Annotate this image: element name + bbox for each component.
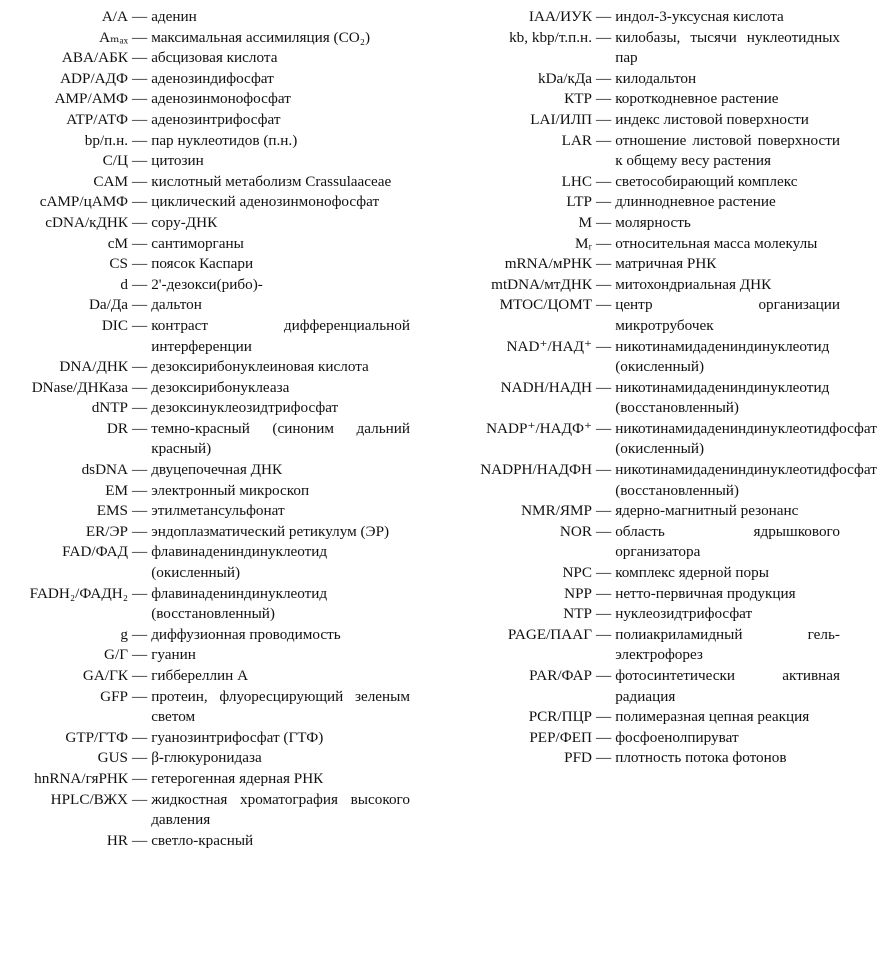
abbreviation-term: AMP/АМФ [54, 90, 128, 108]
separator-dash: — [596, 110, 612, 128]
abbreviation-definition: никотинамидадениндинуклеотидфосфат (окисленный) [615, 419, 877, 458]
separator-dash: — [132, 584, 148, 602]
separator-dash: — [596, 69, 612, 87]
abbreviation-entry [0, 275, 410, 296]
abbreviation-entry [428, 7, 840, 28]
separator-dash: — [132, 687, 148, 705]
abbreviation-entry [0, 28, 410, 49]
abbreviation-definition: контраст дифференциальной интерференции [151, 316, 410, 355]
abbreviation-definition: аденозинмонофосфат [151, 90, 291, 108]
separator-dash: — [132, 646, 148, 664]
separator-dash: — [596, 667, 612, 684]
abbreviation-definition: аденозинтрифосфат [151, 110, 281, 128]
abbreviation-term: IAA/ИУК [528, 8, 592, 25]
abbreviation-entry [0, 501, 410, 522]
abbreviation-definition: цитозин [151, 152, 204, 170]
abbreviation-entry [0, 687, 410, 728]
abbreviation-definition: нуклеозидтрифосфат [615, 605, 753, 623]
separator-dash: — [596, 213, 612, 231]
abbreviation-term: hnRNA/гяРНК [34, 769, 128, 787]
abbreviation-term: NADPH/НАДФН [480, 461, 592, 479]
abbreviation-definition: эндоплазматический ретикулум (ЭР) [151, 522, 390, 540]
abbreviation-entry [0, 831, 410, 852]
separator-dash: — [132, 543, 148, 561]
abbreviation-entry [0, 213, 410, 234]
abbreviation-term: HR [106, 831, 128, 849]
abbreviation-definition: флавинадениндинуклеотид (восстановленный) [151, 584, 328, 623]
abbreviation-definition: абсцизовая кислота [151, 49, 278, 67]
abbreviation-entry [428, 131, 840, 172]
abbreviation-term: Mᵣ [575, 234, 592, 252]
abbreviation-entry [428, 707, 840, 728]
abbreviation-term: mRNA/мРНК [504, 255, 592, 273]
abbreviation-term: Da/Да [88, 296, 128, 314]
abbreviation-entry [0, 295, 410, 316]
separator-dash: — [596, 419, 612, 437]
separator-dash: — [132, 193, 148, 211]
separator-dash: — [596, 337, 612, 355]
abbreviation-entry [428, 460, 877, 501]
abbreviation-definition: темно-красный (синоним дальний красный) [151, 419, 410, 458]
separator-dash: — [596, 172, 612, 190]
separator-dash: — [132, 378, 148, 396]
abbreviation-term: FADH₂/ФАДН₂ [29, 584, 128, 602]
abbreviation-definition: гуанозинтрифосфат (ГТФ) [151, 728, 324, 746]
abbreviation-definition: фотосинтетически активная радиация [615, 667, 840, 705]
abbreviation-definition: электронный микроскоп [151, 481, 310, 499]
separator-dash: — [132, 461, 148, 479]
separator-dash: — [132, 8, 148, 25]
abbreviation-entry [428, 172, 840, 193]
separator-dash: — [596, 564, 612, 582]
abbreviation-definition: β-глюкуронидаза [151, 749, 262, 767]
abbreviation-term: dsDNA [81, 461, 128, 479]
abbreviation-entry [0, 398, 410, 419]
abbreviation-entry [0, 542, 410, 583]
abbreviation-entry [0, 481, 410, 502]
abbreviation-definition: светособирающий комплекс [615, 172, 798, 190]
abbreviation-definition: copy-ДНК [151, 213, 218, 231]
abbreviation-definition: молярность [615, 213, 691, 231]
abbreviation-term: cDNA/кДНК [45, 213, 128, 231]
abbreviation-definition: отношение листовой поверхности к общему весу растения [615, 131, 840, 170]
separator-dash: — [596, 28, 612, 46]
abbreviation-definition: пар нуклеотидов (п.н.) [151, 131, 298, 149]
abbreviation-entry [0, 131, 410, 152]
separator-dash: — [596, 749, 612, 767]
abbreviation-definition: длиннодневное растение [615, 193, 776, 211]
separator-dash: — [132, 358, 148, 376]
abbreviation-term: ABA/АБК [61, 49, 128, 67]
abbreviation-definition: килобазы, тысячи нуклеотидных пар [615, 28, 840, 67]
separator-dash: — [132, 255, 148, 273]
abbreviation-entry [428, 666, 840, 707]
abbreviations-left-column [0, 7, 410, 851]
abbreviation-term: DIC [101, 316, 128, 334]
abbreviation-entry [428, 728, 840, 749]
abbreviation-definition: аденин [151, 8, 197, 25]
abbreviation-term: GA/ГК [82, 667, 128, 684]
separator-dash: — [132, 769, 148, 787]
abbreviation-entry [0, 460, 410, 481]
abbreviation-entry [0, 522, 410, 543]
abbreviation-definition: комплекс ядерной поры [615, 564, 769, 582]
abbreviation-entry [428, 234, 840, 255]
separator-dash: — [596, 625, 612, 643]
abbreviation-definition: дезоксинуклеозидтрифосфат [151, 399, 339, 417]
separator-dash: — [132, 131, 148, 149]
abbreviation-definition: центр организации микротрубочек [615, 296, 840, 334]
abbreviation-definition: фосфоенолпируват [615, 728, 739, 746]
separator-dash: — [132, 831, 148, 849]
abbreviation-definition: нетто-первичная продукция [615, 584, 796, 602]
abbreviation-definition: дальтон [151, 296, 202, 314]
abbreviation-entry [428, 295, 840, 336]
abbreviation-term: NPP [564, 584, 592, 602]
abbreviation-term: LHC [561, 172, 592, 190]
abbreviation-entry [428, 28, 840, 69]
separator-dash: — [596, 234, 612, 252]
abbreviation-definition: митохондриальная ДНК [615, 275, 772, 293]
abbreviation-term: DNase/ДНКаза [31, 378, 128, 396]
separator-dash: — [132, 172, 148, 190]
separator-dash: — [596, 131, 612, 149]
separator-dash: — [596, 8, 612, 25]
abbreviation-entry [428, 110, 840, 131]
abbreviation-term: Aₘₐₓ [99, 28, 128, 46]
separator-dash: — [596, 584, 612, 602]
abbreviation-term: LTP [566, 193, 592, 211]
abbreviation-entry [0, 625, 410, 646]
abbreviation-definition: никотинамидадениндинуклеотидфосфат (восстановленный) [615, 461, 877, 499]
abbreviation-term: ER/ЭР [85, 522, 128, 540]
abbreviation-definition: гиббереллин А [151, 667, 249, 684]
abbreviation-entry [0, 748, 410, 769]
abbreviation-entry [0, 378, 410, 399]
abbreviation-entry [428, 522, 840, 563]
abbreviation-entry [428, 501, 840, 522]
abbreviation-definition: гуанин [151, 646, 196, 664]
separator-dash: — [132, 275, 148, 293]
abbreviation-term: DR [106, 419, 128, 437]
abbreviation-definition: максимальная ассимиляция (CO₂) [151, 28, 371, 46]
abbreviation-term: d [120, 275, 128, 293]
abbreviation-definition: дезоксирибонуклеиновая кислота [151, 358, 369, 376]
separator-dash: — [596, 708, 612, 726]
abbreviation-definition: полиакриламидный гель-электрофорез [615, 625, 840, 664]
abbreviation-entry [428, 213, 840, 234]
abbreviation-term: EMS [96, 502, 128, 520]
abbreviation-entry [0, 254, 410, 275]
abbreviation-definition: индекс листовой поверхности [615, 110, 809, 128]
abbreviation-definition: поясок Каспари [151, 255, 254, 273]
abbreviation-term: NTP [563, 605, 592, 623]
separator-dash: — [132, 399, 148, 417]
separator-dash: — [132, 625, 148, 643]
abbreviation-entry [0, 645, 410, 666]
abbreviation-term: NMR/ЯМР [521, 502, 592, 520]
abbreviation-term: PCR/ПЦР [528, 708, 592, 726]
abbreviation-entry [0, 728, 410, 749]
abbreviation-entry [0, 584, 410, 625]
abbreviation-term: bp/п.н. [84, 131, 128, 149]
abbreviation-entry [428, 584, 840, 605]
separator-dash: — [132, 522, 148, 540]
abbreviation-term: kDa/кДа [537, 69, 592, 87]
abbreviation-definition: относительная масса молекулы [615, 234, 818, 252]
abbreviation-term: kb, kbp/т.п.н. [509, 28, 592, 46]
separator-dash: — [132, 419, 148, 437]
abbreviation-term: NADH/НАДН [500, 378, 592, 396]
abbreviation-term: NOR [559, 522, 592, 540]
abbreviation-term: DNA/ДНК [59, 358, 128, 376]
separator-dash: — [596, 502, 612, 520]
abbreviation-entry [428, 625, 840, 666]
abbreviation-definition: циклический аденозинмонофосфат [151, 193, 380, 211]
abbreviation-definition: матричная РНК [615, 255, 717, 273]
abbreviation-term: NPC [562, 564, 592, 582]
abbreviation-term: PEP/ФЕП [529, 728, 592, 746]
abbreviation-definition: никотинамидадениндинуклеотид (окисленный) [615, 337, 830, 376]
abbreviation-definition: этилметансульфонат [151, 502, 285, 520]
separator-dash: — [132, 481, 148, 499]
abbreviation-term: CAM [93, 172, 128, 190]
abbreviation-term: PAR/ФАР [529, 667, 592, 684]
abbreviation-entry [428, 378, 840, 419]
abbreviation-term: GTP/ГТФ [65, 728, 128, 746]
abbreviation-term: C/Ц [102, 152, 128, 170]
separator-dash: — [596, 461, 612, 479]
abbreviation-definition: дезоксирибонуклеаза [151, 378, 290, 396]
abbreviation-definition: сантиморганы [151, 234, 244, 252]
abbreviation-entry [0, 357, 410, 378]
abbreviation-entry [0, 172, 410, 193]
abbreviation-entry [428, 275, 840, 296]
abbreviation-term: ATP/АТФ [66, 110, 128, 128]
abbreviation-term: ADP/АДФ [60, 69, 128, 87]
abbreviation-term: M [578, 213, 592, 231]
abbreviation-definition: аденозиндифосфат [151, 69, 274, 87]
abbreviation-definition: область ядрышкового организатора [615, 522, 840, 561]
abbreviation-term: HPLC/ВЖХ [50, 790, 128, 808]
abbreviation-term: MTOC/ЦОМТ [499, 296, 592, 314]
abbreviation-entry [428, 604, 840, 625]
abbreviation-definition: килодальтон [615, 69, 697, 87]
abbreviation-definition: индол-3-уксусная кислота [615, 8, 784, 25]
abbreviation-entry [0, 192, 410, 213]
separator-dash: — [132, 502, 148, 520]
abbreviation-definition: двуцепочечная ДНК [151, 461, 283, 479]
abbreviation-definition: светло-красный [151, 831, 254, 849]
abbreviations-right-column [428, 7, 877, 769]
abbreviation-term: FAD/ФАД [62, 543, 128, 561]
abbreviation-term: КТР [564, 90, 592, 108]
abbreviation-definition: флавинадениндинуклеотид (окисленный) [151, 543, 328, 582]
abbreviation-term: LAR [561, 131, 592, 149]
abbreviation-term: g [120, 625, 128, 643]
abbreviation-term: G/Г [104, 646, 128, 664]
separator-dash: — [132, 152, 148, 170]
abbreviation-entry [0, 151, 410, 172]
separator-dash: — [596, 296, 612, 314]
separator-dash: — [596, 193, 612, 211]
abbreviation-definition: короткодневное растение [615, 90, 779, 108]
abbreviation-entry [0, 234, 410, 255]
separator-dash: — [132, 667, 148, 684]
separator-dash: — [132, 749, 148, 767]
abbreviation-entry [0, 7, 410, 28]
abbreviation-entry [0, 110, 410, 131]
abbreviation-definition: жидкостная хроматография высокого давления [151, 790, 410, 829]
abbreviation-definition: протеин, флуоресцирующий зеленым светом [151, 687, 410, 726]
abbreviation-definition: полимеразная цепная реакция [615, 708, 810, 726]
abbreviation-entry [0, 316, 410, 357]
separator-dash: — [596, 378, 612, 396]
abbreviation-definition: 2'-дезокси(рибо)- [151, 275, 263, 293]
abbreviation-term: cM [107, 234, 128, 252]
abbreviation-term: A/A [101, 8, 128, 25]
abbreviation-entry [0, 769, 410, 790]
abbreviation-term: cAMP/цАМФ [39, 193, 128, 211]
abbreviation-term: dNTP [91, 399, 128, 417]
abbreviation-term: LAI/ИЛП [530, 110, 592, 128]
abbreviation-entry [0, 69, 410, 90]
separator-dash: — [132, 213, 148, 231]
separator-dash: — [596, 728, 612, 746]
abbreviation-entry [0, 790, 410, 831]
separator-dash: — [132, 90, 148, 108]
abbreviation-term: mtDNA/мтДНК [491, 275, 592, 293]
abbreviation-entry [0, 419, 410, 460]
abbreviation-definition: гетерогенная ядерная РНК [151, 769, 324, 787]
abbreviation-entry [0, 666, 410, 687]
abbreviation-entry [428, 419, 877, 460]
separator-dash: — [132, 234, 148, 252]
separator-dash: — [596, 605, 612, 623]
abbreviation-term: NADP⁺/НАДФ⁺ [486, 419, 592, 437]
abbreviation-term: EM [105, 481, 128, 499]
abbreviation-definition: никотинамидадениндинуклеотид (восстановленный) [615, 378, 830, 417]
abbreviation-entry [428, 748, 840, 769]
abbreviation-entry [428, 337, 840, 378]
separator-dash: — [132, 49, 148, 67]
abbreviation-definition: ядерно-магнитный резонанс [615, 502, 799, 520]
abbreviation-term: PFD [564, 749, 592, 767]
abbreviation-term: NAD⁺/НАД⁺ [506, 337, 592, 355]
abbreviation-definition: плотность потока фотонов [615, 749, 787, 767]
separator-dash: — [132, 296, 148, 314]
abbreviation-term: PAGE/ПААГ [507, 625, 592, 643]
separator-dash: — [596, 275, 612, 293]
separator-dash: — [596, 90, 612, 108]
separator-dash: — [132, 69, 148, 87]
abbreviation-entry [428, 563, 840, 584]
abbreviation-entry [428, 254, 840, 275]
abbreviation-entry [428, 69, 840, 90]
abbreviation-entry [0, 48, 410, 69]
abbreviation-term: CS [109, 255, 128, 273]
separator-dash: — [132, 110, 148, 128]
abbreviation-term: GFP [100, 687, 128, 705]
separator-dash: — [132, 316, 148, 334]
separator-dash: — [132, 28, 148, 46]
abbreviation-term: GUS [97, 749, 128, 767]
abbreviation-entry [428, 89, 840, 110]
separator-dash: — [132, 790, 148, 808]
abbreviation-definition: диффузионная проводимость [151, 625, 341, 643]
abbreviation-entry [0, 89, 410, 110]
abbreviation-entry [428, 192, 840, 213]
abbreviation-definition: кислотный метаболизм Crassulaaceae [151, 172, 392, 190]
separator-dash: — [596, 255, 612, 273]
separator-dash: — [596, 522, 612, 540]
separator-dash: — [132, 728, 148, 746]
